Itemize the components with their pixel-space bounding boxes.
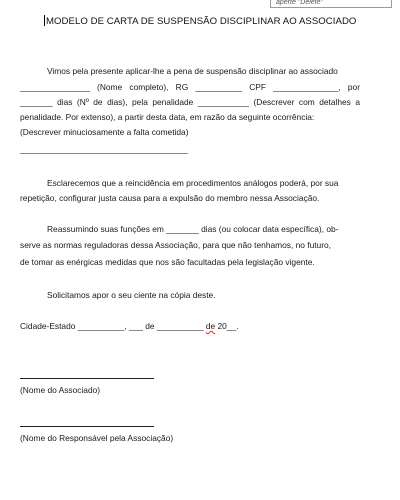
p3-line3: de tomar as enérgicas medidas que nos são facultadas pela legislação vigente. — [20, 257, 315, 267]
signature-line-responsavel — [20, 426, 154, 427]
p3-line2: serve as normas reguladoras dessa Associação, para que não tenhamos, no futuro, — [20, 240, 331, 250]
document-title — [44, 15, 356, 27]
signature-line-associado — [20, 378, 154, 379]
document-title-text: MODELO DE CARTA DE SUSPENSÃO DISCIPLINAR AO ASSOCIADO — [46, 16, 357, 27]
p1-line1: Vimos pela presente aplicar-lhe a pena de suspensão disciplinar ao associado — [47, 66, 338, 76]
date-line-de-word: de — [205, 321, 216, 331]
p2-line1: Esclarecemos que a reincidência em procedimentos análogos poderá, por sua — [47, 178, 339, 188]
p1-line5: (Descrever minuciosamente a falta cometida) — [20, 127, 189, 137]
text-cursor — [44, 15, 45, 26]
p1-line3: _______ dias (Nº de dias), pela penalidade ___________ (Descrever com detalhes a — [20, 97, 360, 107]
p1-line6: ____________________________________ — [20, 144, 188, 154]
editor-hint-box: aperte "Delete" — [270, 0, 392, 8]
date-line — [20, 321, 238, 332]
p3-line1: Reassumindo suas funções em _______ dias (ou colocar data específica), ob- — [47, 224, 339, 234]
p2-line2: repetição, configurar justa causa para a expulsão do membro nessa Associação. — [20, 193, 320, 203]
p1-line4: penalidade. Por extenso), a partir desta data, em razão da seguinte ocorrência: — [20, 112, 315, 122]
date-line-end: 20__. — [215, 321, 239, 331]
signature-label-responsavel: (Nome do Responsável pela Associação) — [20, 433, 174, 443]
p1-line2: _______________ (Nome completo), RG __________ CPF ______________, por — [20, 82, 360, 92]
p4-line1: Solicitamos apor o seu ciente na cópia deste. — [47, 290, 216, 300]
date-line-start: Cidade-Estado __________, ___ de __________ — [20, 321, 206, 331]
signature-label-associado: (Nome do Associado) — [20, 385, 101, 395]
